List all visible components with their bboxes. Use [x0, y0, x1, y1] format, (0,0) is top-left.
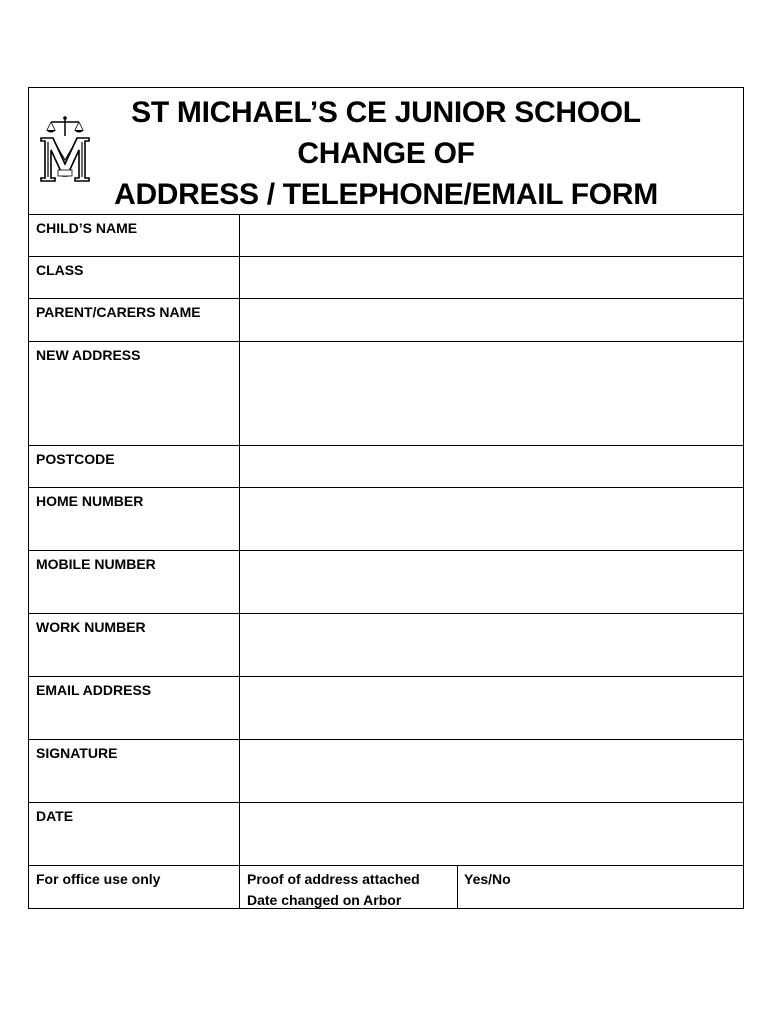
proof-of-address-label: Proof of address attached: [247, 871, 420, 887]
signature-field[interactable]: [240, 740, 743, 802]
row-new-address: [29, 342, 743, 446]
childs-name-label: CHILD’S NAME: [29, 215, 240, 256]
form-header: [29, 88, 743, 215]
row-office-use: [29, 866, 743, 908]
office-use-label: For office use only: [29, 866, 240, 908]
home-number-label: HOME NUMBER: [29, 488, 240, 550]
form-title: [29, 92, 743, 215]
childs-name-field[interactable]: [240, 215, 743, 256]
row-email-address: [29, 677, 743, 740]
parent-carers-name-label: PARENT/CARERS NAME: [29, 299, 240, 341]
row-mobile-number: [29, 551, 743, 614]
row-childs-name: [29, 215, 743, 257]
row-class: [29, 257, 743, 299]
new-address-label: NEW ADDRESS: [29, 342, 240, 445]
home-number-field[interactable]: [240, 488, 743, 550]
work-number-field[interactable]: [240, 614, 743, 676]
postcode-label: POSTCODE: [29, 446, 240, 487]
class-field[interactable]: [240, 257, 743, 298]
postcode-field[interactable]: [240, 446, 743, 487]
date-changed-label: Date changed on Arbor: [247, 892, 402, 908]
mobile-number-field[interactable]: [240, 551, 743, 613]
email-address-label: EMAIL ADDRESS: [29, 677, 240, 739]
office-checks: [240, 866, 458, 908]
title-line-form-name: ADDRESS / TELEPHONE/EMAIL FORM: [114, 178, 658, 211]
date-field[interactable]: [240, 803, 743, 865]
mobile-number-label: MOBILE NUMBER: [29, 551, 240, 613]
date-label: DATE: [29, 803, 240, 865]
row-postcode: [29, 446, 743, 488]
row-work-number: [29, 614, 743, 677]
change-of-address-form: [28, 87, 744, 909]
signature-label: SIGNATURE: [29, 740, 240, 802]
row-home-number: [29, 488, 743, 551]
title-line-school: ST MICHAEL’S CE JUNIOR SCHOOL: [131, 96, 641, 129]
title-line-change-of: CHANGE OF: [297, 137, 475, 170]
email-address-field[interactable]: [240, 677, 743, 739]
row-parent-carers-name: [29, 299, 743, 342]
new-address-field[interactable]: [240, 342, 743, 445]
row-signature: [29, 740, 743, 803]
work-number-label: WORK NUMBER: [29, 614, 240, 676]
class-label: CLASS: [29, 257, 240, 298]
parent-carers-name-field[interactable]: [240, 299, 743, 341]
yes-no-field[interactable]: Yes/No: [464, 871, 511, 887]
row-date: [29, 803, 743, 866]
